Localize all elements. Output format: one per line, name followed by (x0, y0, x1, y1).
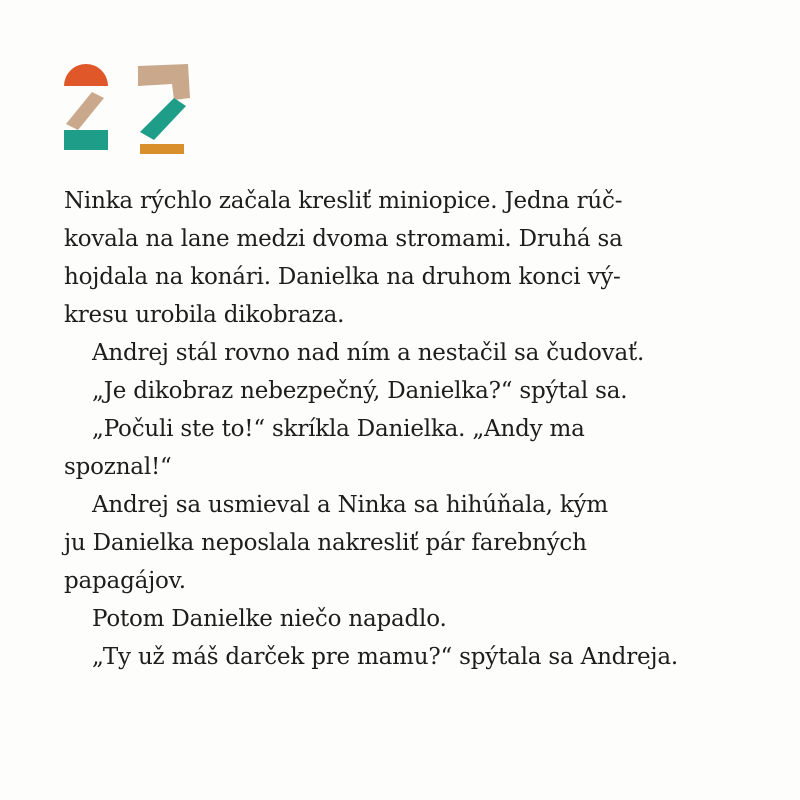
digit1-top-arc (64, 64, 108, 86)
chapter-number-graphic (62, 64, 194, 156)
digit2-top (138, 64, 190, 100)
text-line: kovala na lane medzi dvoma stromami. Druhá sa (64, 226, 623, 252)
digit1-base (64, 130, 108, 150)
text-line: „Počuli ste to!“ skríkla Danielka. „Andy ma (92, 416, 585, 442)
text-line: „Je dikobraz nebezpečný, Danielka?“ spýtal sa. (92, 378, 628, 404)
text-line: spoznal!“ (64, 454, 172, 480)
text-line: „Ty už máš darček pre mamu?“ spýtala sa Andreja. (92, 644, 678, 670)
text-line: Andrej sa usmieval a Ninka sa hihúňala, kým (92, 492, 609, 518)
text-line: kresu urobila dikobraza. (64, 302, 345, 328)
text-line: Potom Danielke niečo napadlo. (92, 606, 447, 632)
digit2-diagonal (140, 98, 186, 140)
text-line: Andrej stál rovno nad ním a nestačil sa čudovať. (92, 340, 645, 366)
text-line: hojdala na konári. Danielka na druhom konci vý- (64, 264, 621, 290)
story-text (64, 182, 764, 676)
digit2-base (140, 144, 184, 154)
text-line: ju Danielka neposlala nakresliť pár farebných (64, 530, 587, 556)
digit1-diagonal (66, 92, 104, 130)
text-line: papagájov. (64, 568, 186, 594)
text-line: Ninka rýchlo začala kresliť miniopice. Jedna rúč- (64, 188, 623, 214)
